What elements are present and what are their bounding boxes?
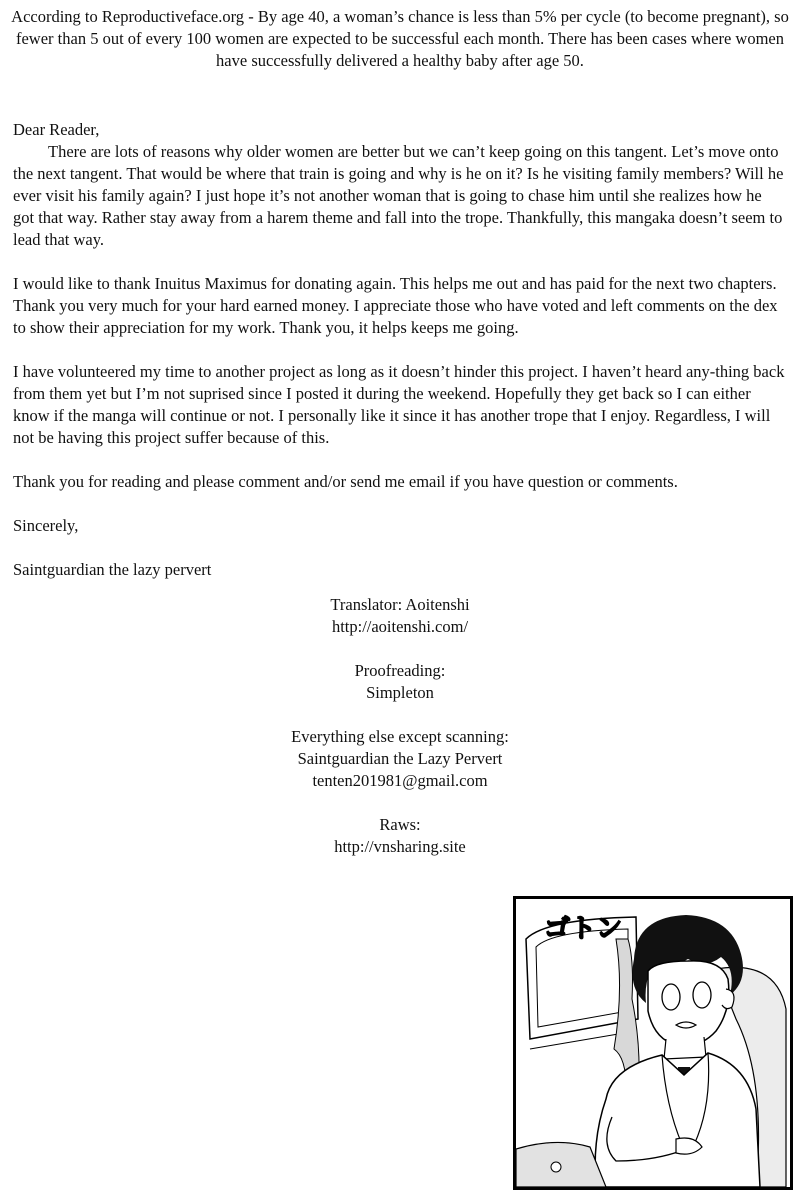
- letter-paragraph-1: There are lots of reasons why older women are better but we can’t keep going on this tangent. Let’s move onto the next tangent. That would be where that train is going and why is he on it? Is he visiting family members? Will he ever visit his family again? I just hope it’s not another woman that is going to chase him until she realizes how he got that way. Rather stay away from a harem theme and fall into the trope. Thankfully, this mangaka doesn’t seem to lead that way.: [13, 142, 784, 249]
- letter-paragraph-2: I would like to thank Inuitus Maximus for donating again. This helps me out and has paid for the next two chapters. Thank you very much for your hard earned money. I appreciate those who have voted and left comments on the dex to show their appreciation for my work. Thank you, it helps keeps me going.: [13, 274, 778, 337]
- header-text: By age 40, a woman’s chance is less than 5% per cycle (to become pregnant), so fewer than 5 out of every 100 women are expected to be successful each month. There has been cases where women have successfully delivered a healthy baby after age 50.: [15, 7, 789, 70]
- translator-label: Translator: Aoitenshi: [330, 595, 470, 614]
- credits-block: [150, 594, 650, 880]
- manga-illustration: [516, 899, 790, 1187]
- manga-panel: [513, 896, 793, 1190]
- proofreader-name: Simpleton: [366, 683, 434, 702]
- header-note: [10, 6, 790, 72]
- letter-paragraph-4: Thank you for reading and please comment and/or send me email if you have question or comments.: [13, 472, 678, 491]
- raws-url-link[interactable]: http://vnsharing.site: [334, 837, 466, 856]
- letter-closing: Sincerely,: [13, 516, 79, 535]
- credit-other: [150, 726, 650, 792]
- header-source: According to Reproductiveface.org: [11, 7, 245, 26]
- credit-translator: [150, 594, 650, 638]
- other-label: Everything else except scanning:: [291, 727, 509, 746]
- letter-paragraph-3: I have volunteered my time to another project as long as it doesn’t hinder this project. I haven’t heard any-thing back from them yet but I’m not suprised since I posted it during the weekend. Hopefully they get back so I can either know if the manga will continue or not. I personally like it since it has another trope that I enjoy. Regardless, I will not be having this project suffer because of this.: [13, 362, 785, 447]
- translator-url-link[interactable]: http://aoitenshi.com/: [331, 617, 469, 636]
- other-email-link[interactable]: tenten201981@gmail.com: [312, 771, 488, 790]
- letter-body: [13, 119, 785, 581]
- sfx-text: ゴトン: [544, 914, 623, 944]
- letter-signature: Saintguardian the lazy pervert: [13, 560, 212, 579]
- credit-proofreading: [150, 660, 650, 704]
- letter-greeting: Dear Reader,: [13, 120, 100, 139]
- credit-raws: [150, 814, 650, 858]
- raws-label: Raws:: [379, 815, 421, 834]
- header-dash: -: [248, 7, 254, 26]
- proofreading-label: Proofreading:: [354, 661, 446, 680]
- other-name: Saintguardian the Lazy Pervert: [297, 749, 503, 768]
